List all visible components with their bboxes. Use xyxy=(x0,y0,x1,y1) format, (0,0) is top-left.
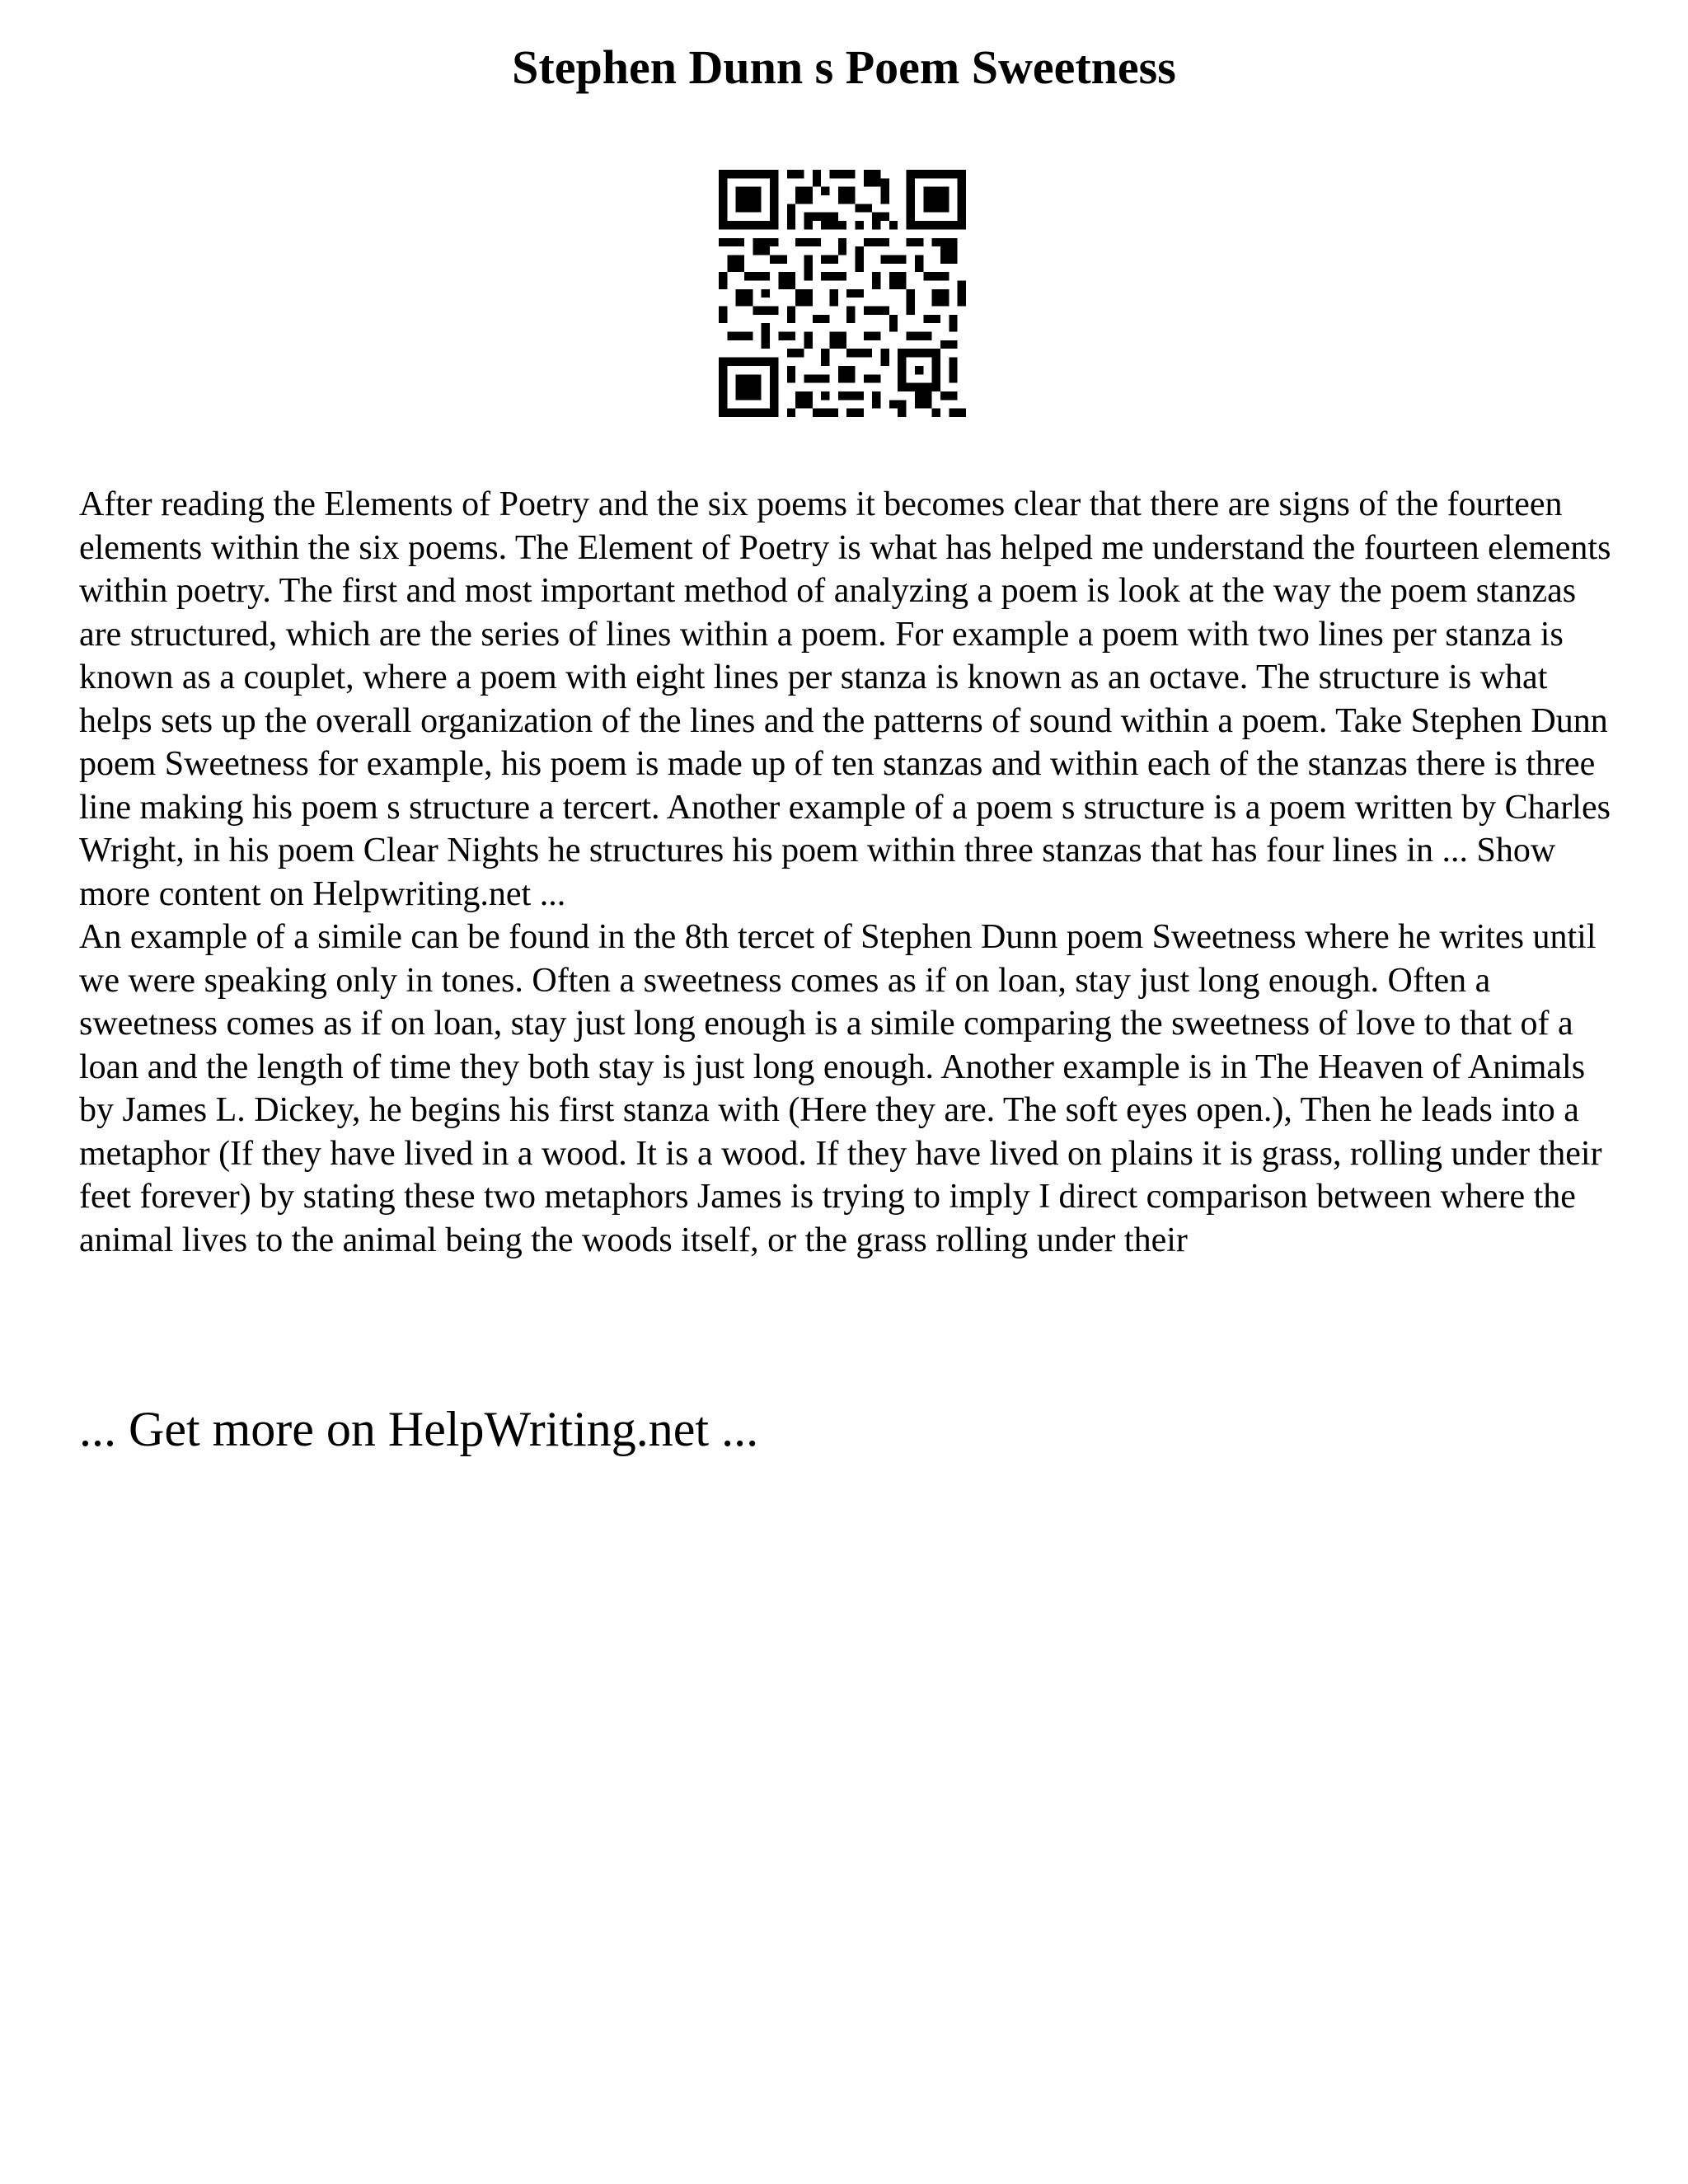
paragraph-1: After reading the Elements of Poetry and the six poems it becomes clear that there are signs of the fourteen elements within the six poems. The Element of Poetry is what has helped me understand the fourteen elements within poetry. The first and most important method of analyzing a poem is look at the way the poem stanzas are structured, which are the series of lines within a poem. For example a poem with two lines per stanza is known as a couplet, where a poem with eight lines per stanza is known as an octave. The structure is what helps sets up the overall organization of the lines and the patterns of sound within a poem. Take Stephen Dunn poem Sweetness for example, his poem is made up of ten stanzas and within each of the stanzas there is three line making his poem s structure a tercert. Another example of a poem s structure is a poem written by Charles Wright, in his poem Clear Nights he structures his poem within three stanzas that has four lines in ... Show more content on Helpwriting.net ... xyxy=(79,485,1611,913)
qr-code-icon xyxy=(719,170,966,417)
get-more-link[interactable]: ... Get more on HelpWriting.net ... xyxy=(79,1402,759,1456)
paragraph-2: An example of a simile can be found in the 8th tercet of Stephen Dunn poem Sweetness where he writes until we were speaking only in tones. Often a sweetness comes as if on loan, stay just long enough. Often a sweetness comes as if on loan, stay just long enough is a simile comparing the sweetness of love to that of a loan and the length of time they both stay is just long enough. Another example is in The Heaven of Animals by James L. Dickey, he begins his first stanza with (Here they are. The soft eyes open.), Then he leads into a metaphor (If they have lived in a wood. It is a wood. If they have lived on plains it is grass, rolling under their feet forever) by stating these two metaphors James is trying to imply I direct comparison between where the animal lives to the animal being the woods itself, or the grass rolling under their xyxy=(79,918,1602,1259)
article-body xyxy=(79,483,1620,1262)
page-title: Stephen Dunn s Poem Sweetness xyxy=(512,40,1176,94)
